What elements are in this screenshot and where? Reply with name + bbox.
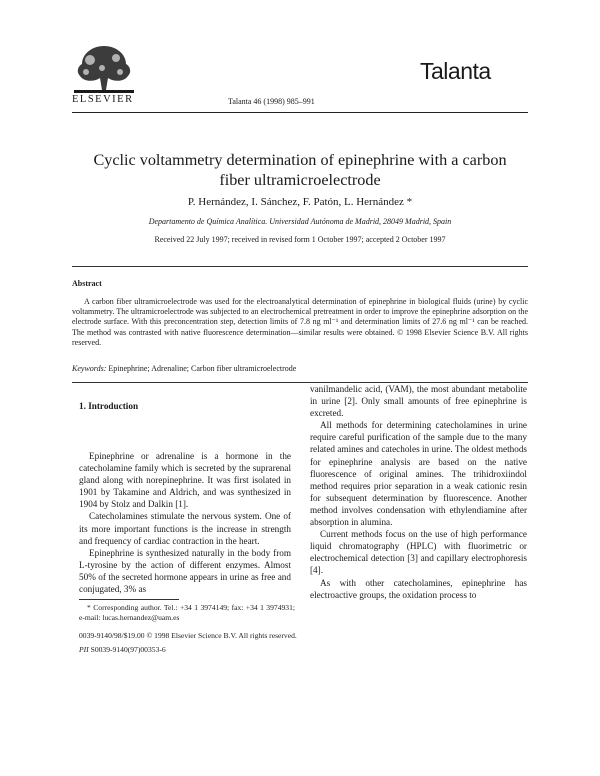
abstract-top-rule: [72, 266, 528, 267]
copyright-line: 0039-9140/98/$19.00 © 1998 Elsevier Science B.V. All rights reserved.: [79, 631, 297, 640]
left-column: [79, 450, 291, 595]
pii-line: [79, 645, 166, 654]
header-rule: [72, 112, 528, 113]
paragraph: Current methods focus on the use of high performance liquid chromatography (HPLC) with fluorimetric or electrochemical detection [3] and capillary electrophoresis [4].: [310, 529, 527, 576]
author-list: P. Hernández, I. Sánchez, F. Patón, L. Hernández *: [187, 196, 413, 208]
paragraph: Epinephrine is synthesized naturally in the body from L-tyrosine by the action of different enzymes. Almost 50% of the secreted hormone appears in urine as free and conjugated, 3% as: [79, 547, 291, 595]
received-dates: Received 22 July 1997; received in revised form 1 October 1997; accepted 2 October 1997: [154, 235, 446, 244]
section-heading: 1. Introduction: [79, 401, 139, 411]
keywords-label: Keywords:: [72, 364, 107, 373]
article-title: [60, 150, 540, 190]
footnote-rule: [79, 599, 179, 600]
title-line-2: fiber ultramicroelectrode: [219, 171, 381, 189]
journal-citation: Talanta 46 (1998) 985–991: [228, 97, 315, 106]
pii-value: S0039-9140(97)00353-6: [90, 645, 166, 654]
paragraph: Catecholamines stimulate the nervous system. One of its more important functions is the increase in strength and frequency of cardiac contraction in the heart.: [79, 511, 291, 546]
pii-label: PII: [79, 645, 89, 654]
paragraph: vanilmandelic acid, (VAM), the most abundant metabolite in urine [2]. Only small amounts of free epinephrine is excreted.: [310, 384, 527, 419]
keywords-list: Epinephrine; Adrenaline; Carbon fiber ultramicroelectrode: [108, 364, 297, 373]
corresponding-author-footnote: [79, 603, 295, 623]
affiliation: Departamento de Química Analítica. Universidad Autónoma de Madrid, 28049 Madrid, Spain: [148, 217, 452, 226]
journal-title: Talanta: [420, 58, 491, 84]
publisher-name: ELSEVIER: [72, 94, 134, 105]
footnote-text: * Corresponding author. Tel.: +34 1 3974149; fax: +34 1 3974931; e-mail: lucas.hernandez@uam.es: [79, 603, 295, 622]
keywords: [72, 364, 296, 373]
paragraph: Epinephrine or adrenaline is a hormone in the catecholamine family which is secreted by the suprarenal gland along with norepinephrine. It was first isolated in 1901 by Takamine and Aldrich, and was synthesized in 1904 by Stolz and Dalkin [1].: [79, 451, 291, 510]
paragraph: All methods for determining catecholamines in urine require careful purification of the sample due to the many related amines and catecholes in urine. The oldest methods for epinephrine analysis are based on the native fluorescence of original amines. The trihidroxiindol method requires prior separation in a weak cationic resin for subsequent determination by fluorescence. Another method involves condensation with ethylendiamine after absorption in alumina.: [310, 420, 527, 528]
abstract-text: A carbon fiber ultramicroelectrode was used for the electroanalytical determination of epinephrine in biological fluids (urine) by cyclic voltammetry. The ultramicroelectrode was subjected to an electrochemical pretreatment in order to improve the epinephrine adsorption on the electrode surface. With this preconcentration step, detection limits of 7.8 ng ml⁻¹ and determination limits of 27.6 ng ml⁻¹ can be reached. The method was contrasted with native fluorescence determination—similar results were obtained. © 1998 Elsevier Science B.V. All rights reserved.: [72, 297, 528, 347]
abstract-heading: Abstract: [72, 279, 102, 288]
paragraph: As with other catecholamines, epinephrine has electroactive groups, the oxidation process to: [310, 577, 527, 600]
title-line-1: Cyclic voltammetry determination of epinephrine with a carbon: [93, 151, 507, 169]
right-column: [310, 383, 527, 601]
